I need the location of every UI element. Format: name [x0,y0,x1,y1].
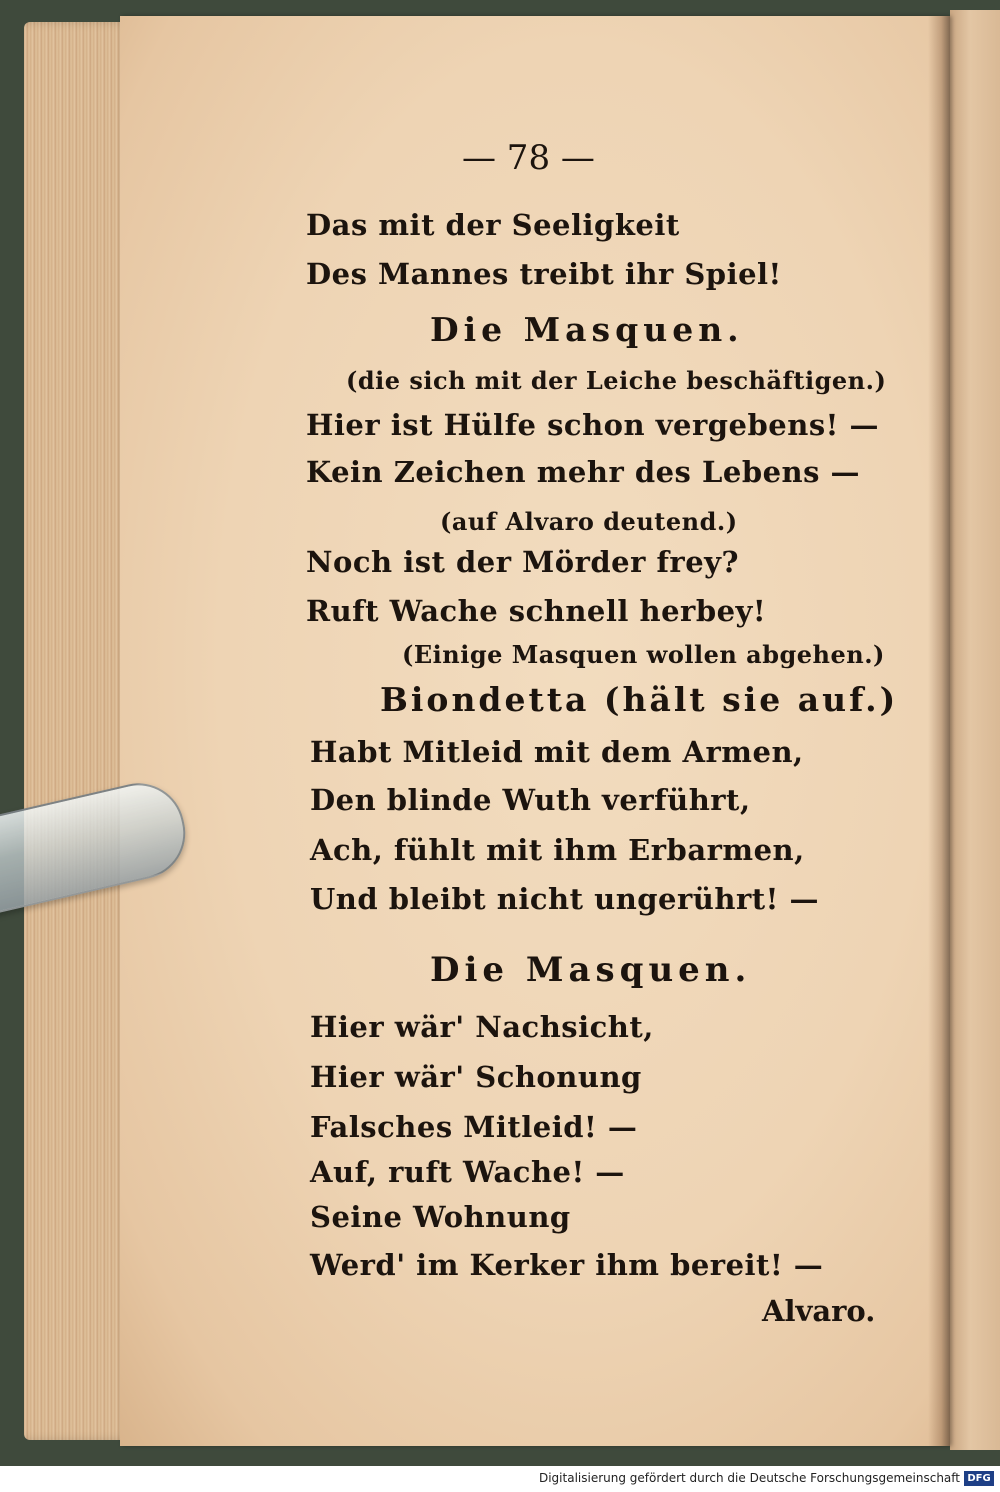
verse-line: Des Mannes treibt ihr Spiel! [306,257,782,291]
verse-line: Noch ist der Mörder frey? [306,545,739,579]
verse-line: Werd' im Kerker ihm bereit! — [310,1248,824,1282]
speaker-heading: Die Masquen. [430,310,744,349]
verse-line: Kein Zeichen mehr des Lebens — [306,455,861,489]
verse-line: Habt Mitleid mit dem Armen, [310,735,804,769]
verse-line: Das mit der Seeligkeit [306,208,680,242]
digitization-footer [0,1466,1000,1492]
verse-line: Seine Wohnung [310,1200,571,1234]
dfg-logo: DFG [964,1471,994,1486]
verse-line: Den blinde Wuth verführt, [310,783,751,817]
verse-line: Hier wär' Schonung [310,1060,642,1094]
verse-line: Auf, ruft Wache! — [310,1155,625,1189]
verse-line: Hier ist Hülfe schon vergebens! — [306,408,879,442]
verse-line: Hier wär' Nachsicht, [310,1010,654,1044]
verse-line: Falsches Mitleid! — [310,1110,638,1144]
verse-line: Ach, fühlt mit ihm Erbarmen, [310,833,805,867]
page-number-header: — 78 — [462,138,595,178]
stage-direction: (Einige Masquen wollen abgehen.) [402,640,885,669]
catchword: Alvaro. [762,1294,876,1328]
footer-credit: Digitalisierung gefördert durch die Deutsche Forschungsgemeinschaft [538,1471,960,1485]
verse-line: Ruft Wache schnell herbey! [306,594,767,628]
verse-line: Und bleibt nicht ungerührt! — [310,882,819,916]
speaker-heading: Die Masquen. [430,950,752,990]
speaker-heading: Biondetta (hält sie auf.) [380,680,899,719]
stage-direction: (auf Alvaro deutend.) [440,507,738,536]
stage-direction: (die sich mit der Leiche beschäftigen.) [346,366,887,395]
